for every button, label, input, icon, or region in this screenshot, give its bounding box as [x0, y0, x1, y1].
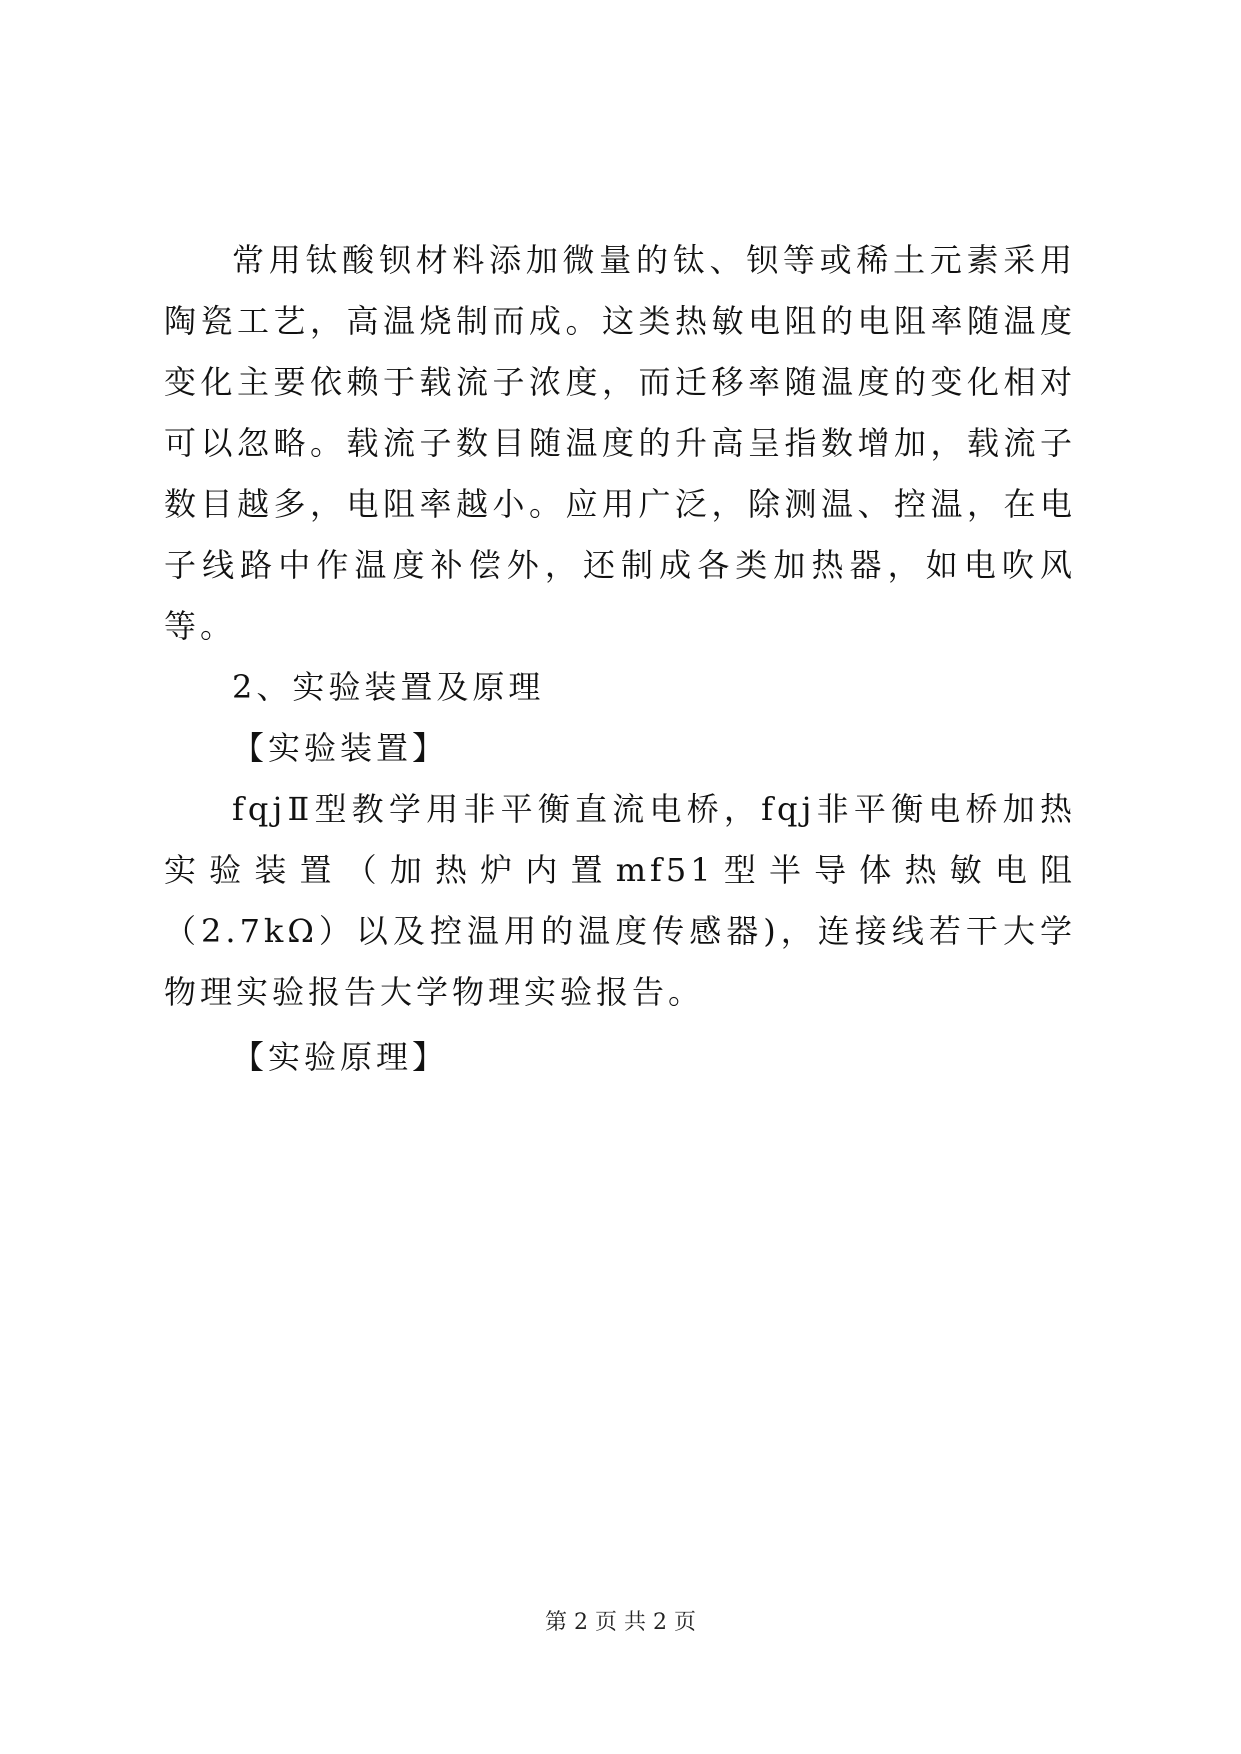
principle-heading: 【实验原理】: [232, 1038, 449, 1076]
apparatus-heading: 【实验装置】: [232, 729, 449, 767]
section-heading: 2、实验装置及原理: [232, 668, 545, 706]
paragraph-thermistor-description: 常用钛酸钡材料添加微量的钛、钡等或稀土元素采用陶瓷工艺，高温烧制而成。这类热敏电阻的电阻率随温度变化主要依赖于载流子浓度，而迁移率随温度的变化相对可以忽略。载流子数目随温度的升高呈指数增加，载流子数目越多，电阻率越小。应用广泛，除测温、控温，在电子线路中作温度补偿外，还制成各类加热器，如电吹风等。: [164, 241, 1076, 645]
page-content: [164, 230, 1076, 1088]
page-footer: 第 2 页 共 2 页: [545, 1610, 696, 1635]
paragraph-apparatus: fqjⅡ型教学用非平衡直流电桥，fqj非平衡电桥加热实验装置（加热炉内置mf51型半导体热敏电阻（2.7kΩ）以及控温用的温度传感器)，连接线若干大学物理实验报告大学物理实验报告。: [164, 790, 1076, 1011]
